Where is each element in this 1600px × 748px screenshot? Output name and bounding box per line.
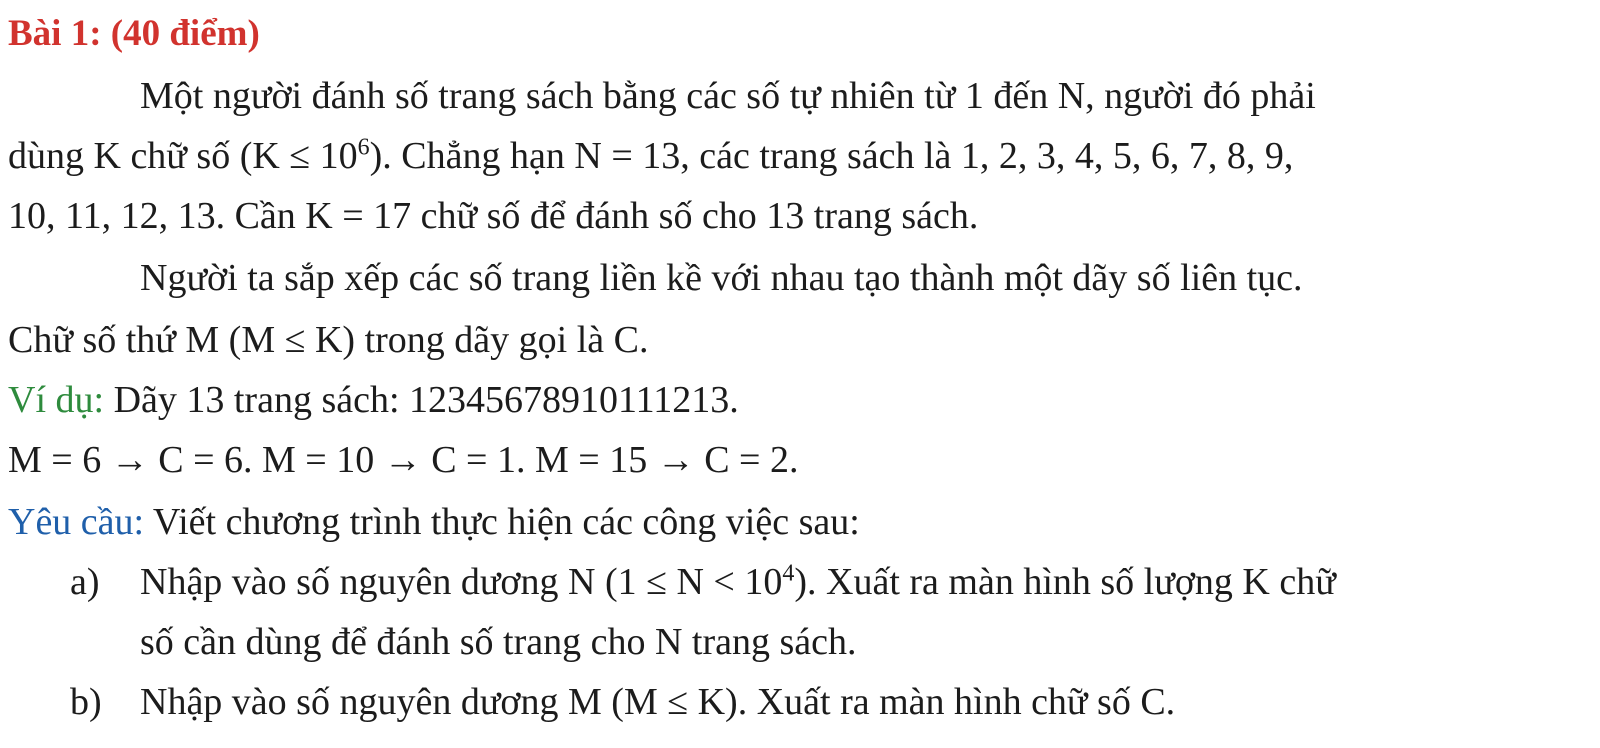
example-line1 xyxy=(8,378,739,422)
requirement-label: Yêu cầu: xyxy=(8,501,145,543)
item-a-line2: số cần dùng để đánh số trang cho N trang sách. xyxy=(140,621,857,663)
exponent-4: 4 xyxy=(782,560,795,587)
example-line2: M = 6 → C = 6. M = 10 → C = 1. M = 15 → C = 2. xyxy=(8,439,799,481)
paragraph1-line2 xyxy=(8,134,1293,178)
requirement-text: Viết chương trình thực hiện các công việc sau: xyxy=(144,501,860,543)
paragraph1-line2-start: dùng K chữ số (K ≤ 10 xyxy=(8,135,358,177)
paragraph2-line2: Chữ số thứ M (M ≤ K) trong dãy gọi là C. xyxy=(8,319,649,361)
requirement-line xyxy=(8,500,860,544)
paragraph1-line1: Một người đánh số trang sách bằng các số tự nhiên từ 1 đến N, người đó phải xyxy=(140,75,1316,117)
paragraph1-line3: 10, 11, 12, 13. Cần K = 17 chữ số để đánh số cho 13 trang sách. xyxy=(8,195,979,237)
item-b-label: b) xyxy=(70,681,102,723)
example-text: Dãy 13 trang sách: 12345678910111213. xyxy=(104,379,739,421)
item-a-line1-start: Nhập vào số nguyên dương N (1 ≤ N < 10 xyxy=(140,561,783,603)
item-a-line1-end: ). Xuất ra màn hình số lượng K chữ xyxy=(794,561,1336,603)
item-b-line1: Nhập vào số nguyên dương M (M ≤ K). Xuất ra màn hình chữ số C. xyxy=(140,681,1176,723)
example-label: Ví dụ: xyxy=(8,379,105,421)
paragraph2-line1: Người ta sắp xếp các số trang liền kề với nhau tạo thành một dãy số liên tục. xyxy=(140,257,1303,299)
item-a-line1 xyxy=(140,560,1336,604)
item-a-label: a) xyxy=(70,561,100,603)
paragraph1-line2-end: ). Chẳng hạn N = 13, các trang sách là 1, 2, 3, 4, 5, 6, 7, 8, 9, xyxy=(369,135,1294,177)
exercise-title: Bài 1: (40 điểm) xyxy=(8,13,260,54)
exponent-6: 6 xyxy=(357,134,370,161)
